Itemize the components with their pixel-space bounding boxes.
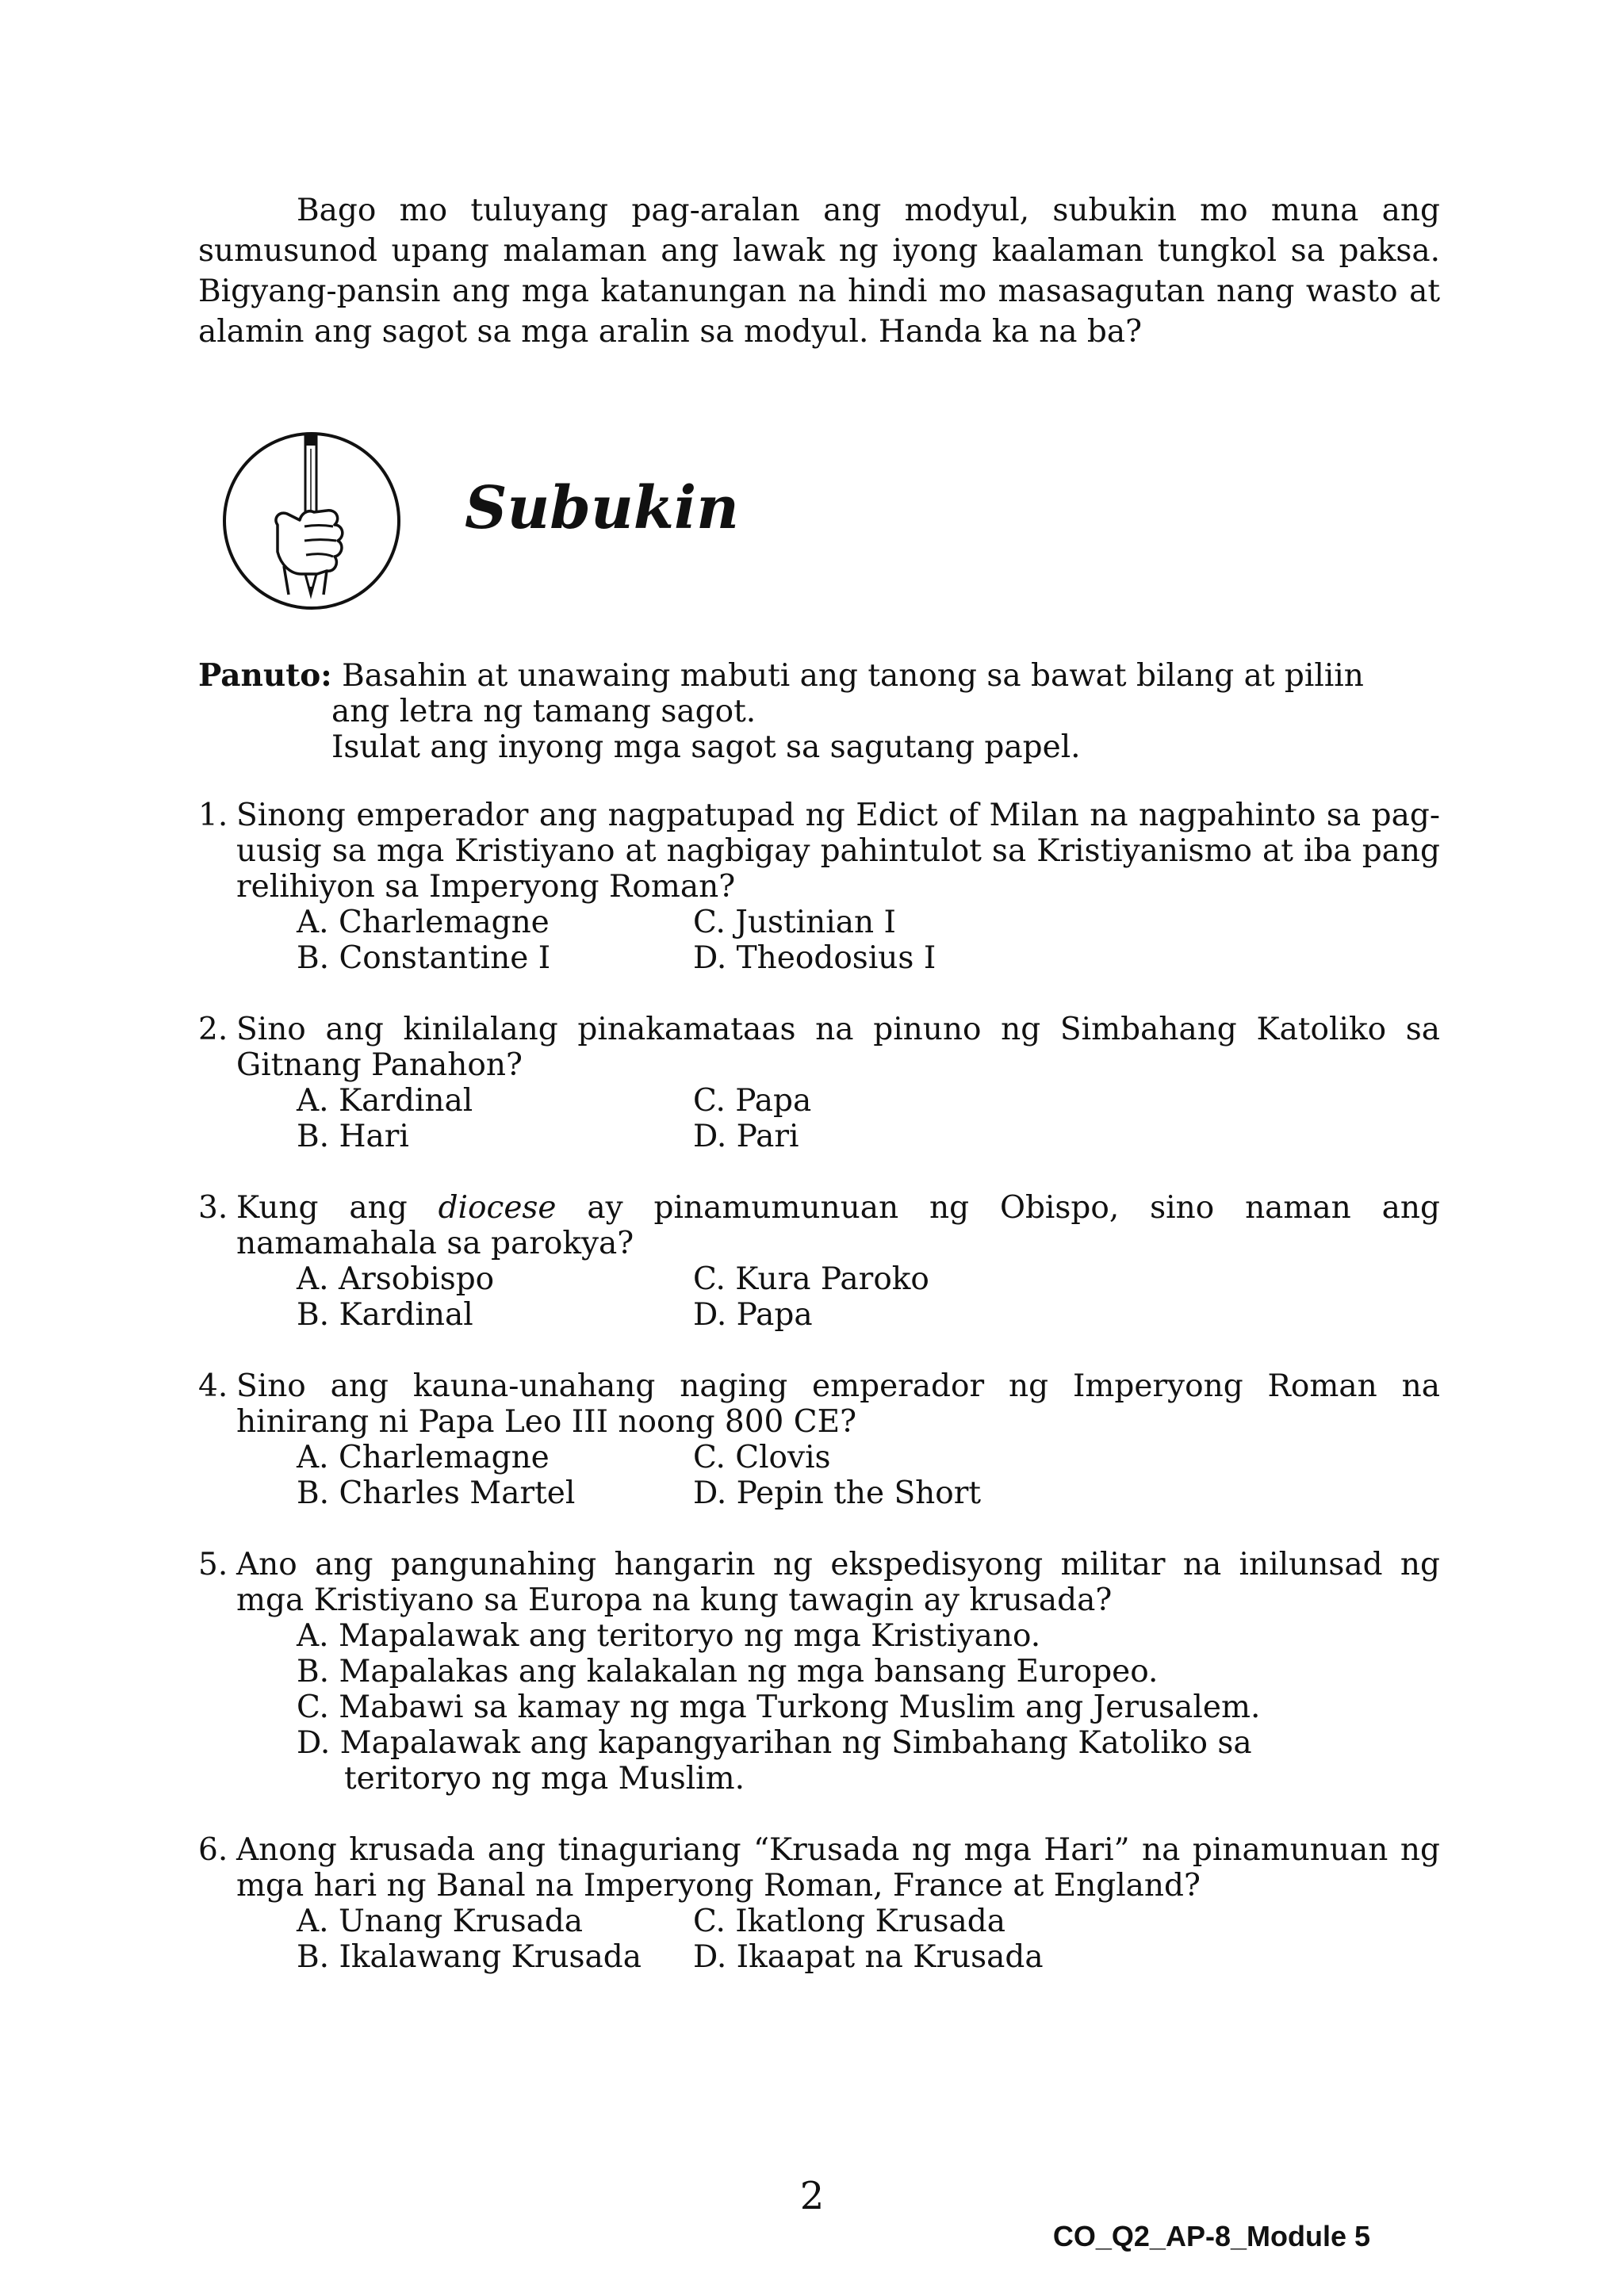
choice-d: D. Pari — [693, 1119, 799, 1154]
instructions-line-3: Isulat ang inyong mga sagot sa sagutang papel. — [331, 729, 1081, 765]
choice-b: B. Hari — [297, 1119, 409, 1154]
question-text: Sino ang kauna-unahang naging emperador ng Imperyong Roman na hinirang ni Papa Leo III noong 800 CE? — [236, 1368, 1440, 1440]
choices — [297, 1904, 1440, 1975]
question-6 — [198, 1832, 1440, 1975]
question-number: 4. — [198, 1368, 228, 1404]
intro-paragraph: Bago mo tuluyang pag-aralan ang modyul, subukin mo muna ang sumusunod upang malaman ang lawak ng iyong kaalaman tungkol sa paksa. Bigyang-pansin ang mga katanungan na hindi mo masasagutan nang wasto at alamin ang sagot sa mga aralin sa modyul. Handa ka na ba? — [198, 193, 1440, 350]
choice-a: A. Charlemagne — [297, 1440, 550, 1475]
choice-a: A. Arsobispo — [297, 1261, 495, 1297]
choices — [297, 1261, 1440, 1333]
question-number: 6. — [198, 1832, 228, 1868]
question-3 — [198, 1190, 1440, 1333]
question-2 — [198, 1012, 1440, 1154]
choice-d: D. Mapalawak ang kapangyarihan ng Simbahang Katoliko sa teritoryo ng mga Muslim. — [297, 1725, 1252, 1797]
question-number: 2. — [198, 1012, 228, 1047]
question-1 — [198, 798, 1440, 976]
question-text: Sinong emperador ang nagpatupad ng Edict of Milan na nagpahinto sa pag-uusig sa mga Kristiyano at nagbigay pahintulot sa Kristiyanismo at iba pang relihiyon sa Imperyong Roman? — [236, 798, 1440, 905]
choice-b: B. Ikalawang Krusada — [297, 1939, 642, 1975]
section-title: Subukin — [465, 474, 739, 542]
choice-b: B. Charles Martel — [297, 1475, 576, 1511]
choice-a: A. Mapalawak ang teritoryo ng mga Kristiyano. — [297, 1618, 1041, 1654]
choices — [297, 1440, 1440, 1511]
choice-d: D. Pepin the Short — [693, 1475, 982, 1511]
choice-c: C. Kura Paroko — [693, 1261, 929, 1297]
choice-a: A. Kardinal — [297, 1083, 473, 1119]
question-number: 5. — [198, 1547, 228, 1582]
question-list — [198, 798, 1440, 2011]
question-text: Anong krusada ang tinaguriang “Krusada ng mga Hari” na pinamunuan ng mga hari ng Banal na Imperyong Roman, France at England? — [236, 1832, 1440, 1904]
choice-b: B. Constantine I — [297, 940, 551, 976]
choice-d: D. Papa — [693, 1297, 813, 1333]
choices — [297, 1083, 1440, 1154]
instructions-line-1: Basahin at unawaing mabuti ang tanong sa bawat bilang at piliin — [342, 658, 1364, 694]
instructions — [198, 658, 1364, 765]
choices — [297, 905, 1440, 976]
question-text: Ano ang pangunahing hangarin ng ekspedisyong militar na inilunsad ng mga Kristiyano sa Europa na kung tawagin ay krusada? — [236, 1547, 1440, 1618]
choice-a: A. Charlemagne — [297, 905, 550, 940]
question-number: 3. — [198, 1190, 228, 1226]
page-number: 2 — [799, 2174, 825, 2218]
italic-term: diocese — [438, 1190, 557, 1226]
question-5 — [198, 1547, 1440, 1797]
question-text: Kung ang diocese ay pinamumunuan ng Obispo, sino naman ang namamahala sa parokya? — [236, 1190, 1440, 1261]
question-4 — [198, 1368, 1440, 1511]
instructions-label: Panuto: — [198, 657, 332, 694]
choice-c: C. Ikatlong Krusada — [693, 1904, 1006, 1939]
choice-b: B. Kardinal — [297, 1297, 473, 1333]
choice-c: C. Justinian I — [693, 905, 896, 940]
question-number: 1. — [198, 798, 228, 833]
choice-d: D. Ikaapat na Krusada — [693, 1939, 1044, 1975]
choice-b: B. Mapalakas ang kalakalan ng mga bansang Europeo. — [297, 1654, 1159, 1689]
choice-d: D. Theodosius I — [693, 940, 936, 976]
choice-c: C. Mabawi sa kamay ng mga Turkong Muslim ang Jerusalem. — [297, 1689, 1261, 1725]
instructions-line-2: ang letra ng tamang sagot. — [331, 694, 756, 729]
choice-a: A. Unang Krusada — [297, 1904, 584, 1939]
hand-holding-pencil-icon — [222, 431, 401, 610]
module-code: CO_Q2_AP-8_Module 5 — [1052, 2220, 1370, 2252]
question-text: Sino ang kinilalang pinakamataas na pinuno ng Simbahang Katoliko sa Gitnang Panahon? — [236, 1012, 1440, 1083]
choice-c: C. Clovis — [693, 1440, 831, 1475]
choices — [297, 1618, 1440, 1797]
choice-c: C. Papa — [693, 1083, 812, 1119]
